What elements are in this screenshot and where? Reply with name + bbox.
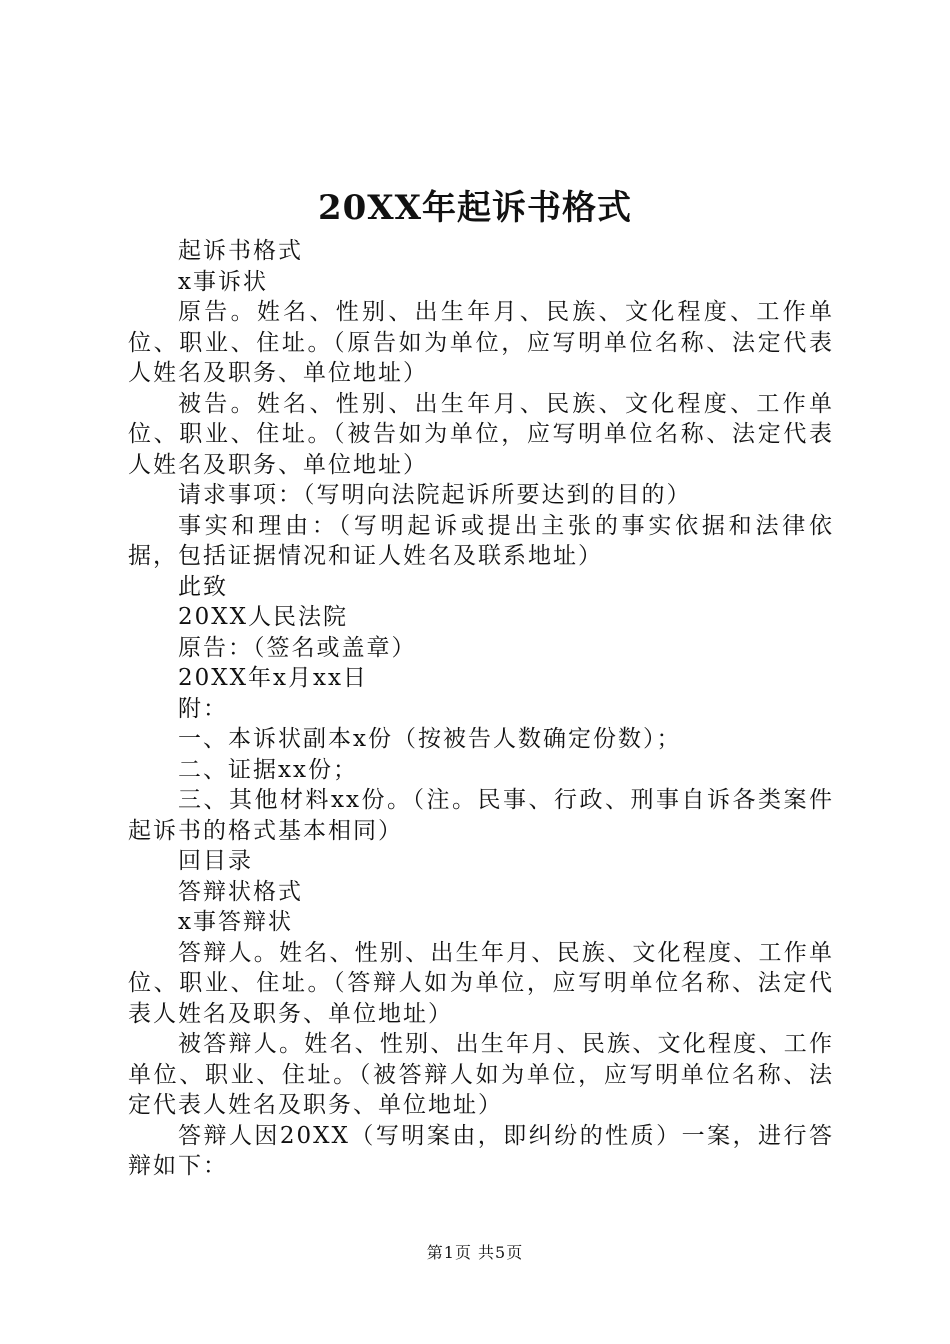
paragraph-attachment-2: 二、证据xx份； (178, 756, 358, 783)
paragraph-plaintiff: 原告。姓名、性别、出生年月、民族、文化程度、工作单位、职业、住址。（原告如为单位，应写明单位名称、法定代表人姓名及职务、单位地址） (128, 299, 834, 386)
document-body (128, 236, 834, 1182)
paragraph-salutation: 此致 (178, 573, 228, 600)
paragraph-subheading: x事诉状 (178, 268, 268, 295)
paragraph-answer-heading: 答辩状格式 (178, 878, 303, 905)
paragraph-claims: 请求事项：（写明向法院起诉所要达到的目的） (178, 482, 692, 508)
paragraph-date: 20XX年x月xx日 (178, 665, 368, 691)
paragraph-attachment-1: 一、本诉状副本x份（按被告人数确定份数）； (178, 726, 682, 752)
paragraph-defendant: 被告。姓名、性别、出生年月、民族、文化程度、工作单位、职业、住址。（被告如为单位，应写明单位名称、法定代表人姓名及职务、单位地址） (128, 390, 834, 478)
page-footer: 第1页 共5页 (426, 1243, 524, 1262)
paragraph-attachments-label: 附： (178, 695, 228, 722)
paragraph-court: 20XX人民法院 (178, 604, 349, 630)
paragraph-back-to-contents: 回目录 (178, 848, 253, 874)
paragraph-respondent: 答辩人。姓名、性别、出生年月、民族、文化程度、工作单位、职业、住址。（答辩人如为单位，应写明单位名称、法定代表人姓名及职务、单位地址） (128, 939, 834, 1027)
paragraph-heading: 起诉书格式 (178, 238, 303, 264)
paragraph-facts: 事实和理由：（写明起诉或提出主张的事实依据和法律依据，包括证据情况和证人姓名及联系地址） (128, 512, 834, 569)
document-title: 20XX年起诉书格式 (317, 188, 633, 228)
paragraph-answer-intro: 答辩人因20XX（写明案由，即纠纷的性质）一案，进行答辩如下： (128, 1122, 834, 1179)
paragraph-answer-subheading: x事答辩状 (178, 909, 293, 935)
paragraph-attachment-3: 三、其他材料xx份。（注。民事、行政、刑事自诉各类案件起诉书的格式基本相同） (128, 787, 834, 844)
paragraph-signature: 原告：（签名或盖章） (178, 634, 417, 661)
paragraph-answered-party: 被答辩人。姓名、性别、出生年月、民族、文化程度、工作单位、职业、住址。（被答辩人如为单位，应写明单位名称、法定代表人姓名及职务、单位地址） (128, 1031, 834, 1118)
